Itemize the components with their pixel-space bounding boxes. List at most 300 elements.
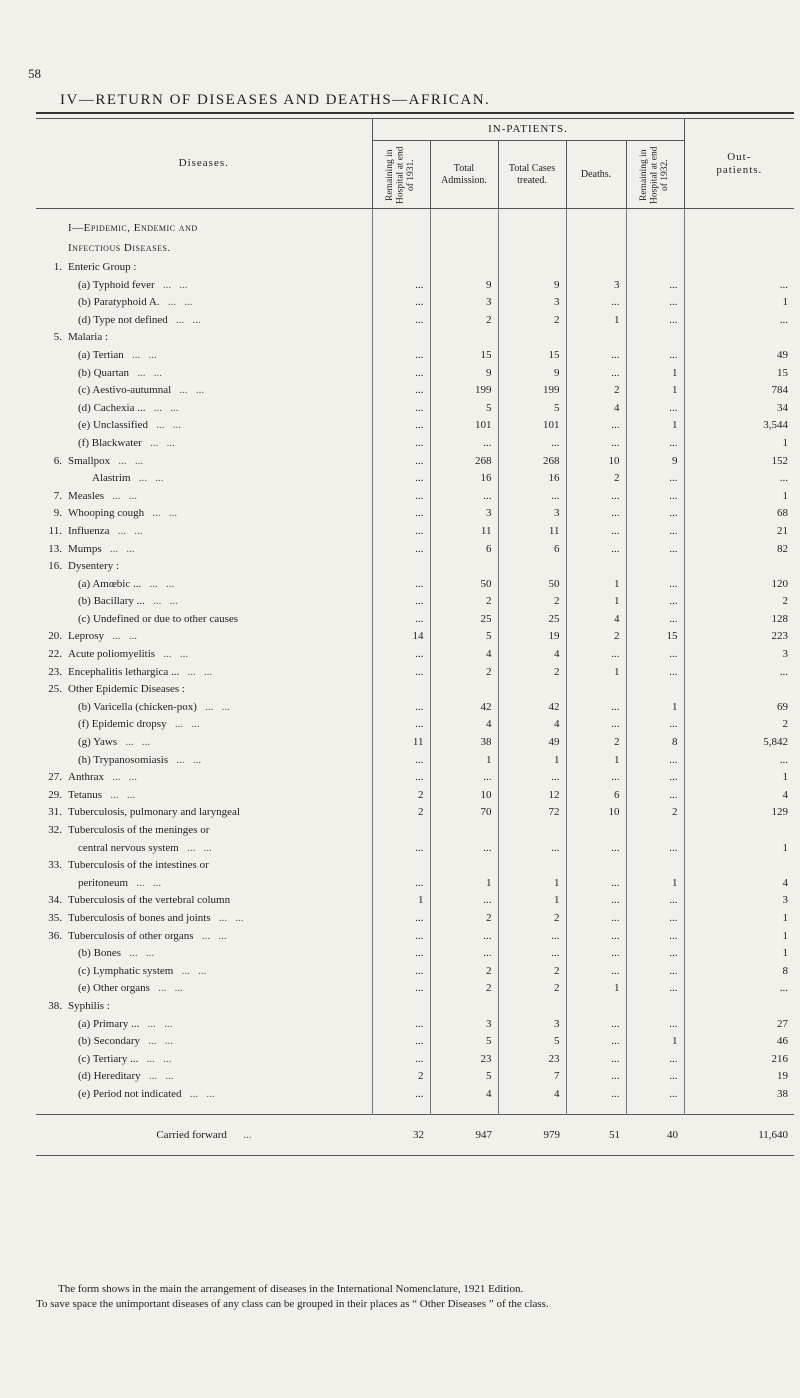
col-remaining-end bbox=[626, 141, 684, 209]
cell-total-admission: ... bbox=[430, 945, 498, 963]
cell-remaining-end: ... bbox=[626, 664, 684, 682]
disease-label: Dysentery : bbox=[68, 560, 120, 573]
disease-label: (g) Yaws bbox=[78, 736, 118, 749]
disease-label: (c) Tertiary ... bbox=[78, 1052, 139, 1065]
total-remaining-end: 40 bbox=[626, 1114, 684, 1155]
row-number: 27. bbox=[48, 771, 62, 784]
table-row bbox=[36, 347, 794, 365]
cell-total-admission: 2 bbox=[430, 980, 498, 998]
disease-name: (a) Typhoid fever ... ... bbox=[36, 277, 372, 295]
cell-total-cases: 72 bbox=[498, 804, 566, 822]
cell-out-patients: 1 bbox=[684, 435, 794, 453]
disease-name: (d) Cachexia ... ... ... bbox=[36, 400, 372, 418]
row-number: 25. bbox=[48, 683, 62, 696]
total-admission: 947 bbox=[430, 1114, 498, 1155]
disease-label: Smallpox bbox=[68, 454, 111, 467]
row-number: 6. bbox=[53, 454, 62, 467]
cell-total-cases bbox=[498, 681, 566, 699]
disease-name: (b) Bones ... ... bbox=[36, 945, 372, 963]
cell-out-patients: 1 bbox=[684, 488, 794, 506]
cell-total-admission: 38 bbox=[430, 734, 498, 752]
cell-remaining-start: ... bbox=[372, 488, 430, 506]
row-number: 35. bbox=[48, 911, 62, 924]
cell-total-cases: ... bbox=[498, 769, 566, 787]
disease-name: 29. Tetanus ... ... bbox=[36, 787, 372, 805]
cell-remaining-end: ... bbox=[626, 312, 684, 330]
cell-total-admission: 5 bbox=[430, 1068, 498, 1086]
table-row bbox=[36, 998, 794, 1016]
disease-name: (d) Hereditary ... ... bbox=[36, 1068, 372, 1086]
cell-total-cases: 3 bbox=[498, 505, 566, 523]
disease-label: (a) Typhoid fever bbox=[78, 278, 155, 291]
cell-total-admission: 70 bbox=[430, 804, 498, 822]
col-remaining-start bbox=[372, 141, 430, 209]
disease-label: (b) Secondary bbox=[78, 1035, 141, 1048]
col-total-admission-label: Total Admission. bbox=[441, 163, 487, 186]
cell-remaining-start: ... bbox=[372, 840, 430, 858]
cell-out-patients: 2 bbox=[684, 593, 794, 611]
disease-label: (b) Paratyphoid A. bbox=[78, 296, 160, 309]
table-row bbox=[36, 259, 794, 277]
cell-total-admission: 4 bbox=[430, 646, 498, 664]
disease-label: (f) Epidemic dropsy bbox=[78, 718, 167, 731]
table-row bbox=[36, 716, 794, 734]
cell-remaining-end: ... bbox=[626, 646, 684, 664]
table-row bbox=[36, 1068, 794, 1086]
cell-remaining-start: ... bbox=[372, 646, 430, 664]
disease-name: 11. Influenza ... ... bbox=[36, 523, 372, 541]
table-row bbox=[36, 892, 794, 910]
cell-remaining-start bbox=[372, 329, 430, 347]
cell-remaining-start: ... bbox=[372, 576, 430, 594]
cell-remaining-end: ... bbox=[626, 752, 684, 770]
cell-remaining-start: ... bbox=[372, 1051, 430, 1069]
cell-remaining-end bbox=[626, 857, 684, 875]
cell-total-admission: 15 bbox=[430, 347, 498, 365]
disease-label: (c) Lymphatic system bbox=[78, 964, 174, 977]
cell-deaths bbox=[566, 681, 626, 699]
cell-total-cases: 9 bbox=[498, 277, 566, 295]
table-row bbox=[36, 541, 794, 559]
disease-label: Syphilis : bbox=[68, 999, 110, 1012]
cell-remaining-end: ... bbox=[626, 505, 684, 523]
cell-deaths: 3 bbox=[566, 277, 626, 295]
cell-total-admission: 16 bbox=[430, 470, 498, 488]
cell-out-patients: 38 bbox=[684, 1086, 794, 1104]
cell-out-patients: 1 bbox=[684, 945, 794, 963]
cell-total-cases: 11 bbox=[498, 523, 566, 541]
cell-deaths: 1 bbox=[566, 312, 626, 330]
cell-remaining-end: 2 bbox=[626, 804, 684, 822]
cell-deaths bbox=[566, 822, 626, 840]
cell-out-patients: 34 bbox=[684, 400, 794, 418]
cell-remaining-start: ... bbox=[372, 664, 430, 682]
cell-out-patients: 784 bbox=[684, 382, 794, 400]
cell-total-cases: 25 bbox=[498, 611, 566, 629]
cell-remaining-end: ... bbox=[626, 576, 684, 594]
cell-deaths: ... bbox=[566, 488, 626, 506]
table-row bbox=[36, 928, 794, 946]
cell-remaining-start: ... bbox=[372, 875, 430, 893]
disease-name: 35. Tuberculosis of bones and joints ... ... bbox=[36, 910, 372, 928]
cell-out-patients: 21 bbox=[684, 523, 794, 541]
disease-label: Malaria : bbox=[68, 331, 109, 344]
cell-deaths: ... bbox=[566, 417, 626, 435]
in-patients-header: IN-PATIENTS. bbox=[372, 119, 684, 141]
cell-total-cases: 1 bbox=[498, 752, 566, 770]
cell-out-patients: 68 bbox=[684, 505, 794, 523]
disease-label: Anthrax bbox=[68, 771, 105, 784]
cell-remaining-end: ... bbox=[626, 541, 684, 559]
table-row bbox=[36, 611, 794, 629]
cell-out-patients: 15 bbox=[684, 365, 794, 383]
cell-out-patients: 19 bbox=[684, 1068, 794, 1086]
table-row bbox=[36, 453, 794, 471]
disease-label: Whooping cough bbox=[68, 507, 145, 520]
cell-remaining-start: ... bbox=[372, 347, 430, 365]
cell-deaths: ... bbox=[566, 875, 626, 893]
disease-label: Encephalitis lethargica ... bbox=[68, 665, 180, 678]
cell-total-admission: 1 bbox=[430, 752, 498, 770]
table-row bbox=[36, 294, 794, 312]
cell-remaining-start: ... bbox=[372, 963, 430, 981]
table-row bbox=[36, 699, 794, 717]
cell-total-cases: 2 bbox=[498, 593, 566, 611]
cell-out-patients: 1 bbox=[684, 769, 794, 787]
cell-remaining-start: ... bbox=[372, 453, 430, 471]
cell-total-admission: 9 bbox=[430, 277, 498, 295]
cell-total-cases: 2 bbox=[498, 664, 566, 682]
cell-total-admission: 10 bbox=[430, 787, 498, 805]
cell-total-admission bbox=[430, 681, 498, 699]
cell-remaining-end bbox=[626, 998, 684, 1016]
disease-label: (d) Type not defined bbox=[78, 313, 168, 326]
disease-label: (e) Period not indicated bbox=[78, 1087, 182, 1100]
cell-remaining-start: ... bbox=[372, 435, 430, 453]
disease-label: (b) Quartan bbox=[78, 366, 130, 379]
disease-label: Other Epidemic Diseases : bbox=[68, 683, 185, 696]
cell-deaths: 1 bbox=[566, 752, 626, 770]
cell-deaths: ... bbox=[566, 699, 626, 717]
cell-remaining-start: ... bbox=[372, 716, 430, 734]
cell-out-patients: ... bbox=[684, 312, 794, 330]
cell-out-patients: 3,544 bbox=[684, 417, 794, 435]
disease-label: (c) Undefined or due to other causes bbox=[78, 612, 239, 625]
cell-total-cases: 3 bbox=[498, 294, 566, 312]
disease-name: 22. Acute poliomyelitis ... ... bbox=[36, 646, 372, 664]
row-number: 33. bbox=[48, 859, 62, 872]
disease-label: Influenza bbox=[68, 524, 110, 537]
row-number: 9. bbox=[53, 507, 62, 520]
cell-total-cases: 268 bbox=[498, 453, 566, 471]
cell-remaining-start: ... bbox=[372, 541, 430, 559]
cell-total-admission: 101 bbox=[430, 417, 498, 435]
disease-name: (e) Period not indicated ... ... bbox=[36, 1086, 372, 1104]
cell-out-patients: 82 bbox=[684, 541, 794, 559]
cell-deaths: ... bbox=[566, 523, 626, 541]
cell-out-patients: ... bbox=[684, 980, 794, 998]
cell-remaining-start: ... bbox=[372, 1033, 430, 1051]
cell-remaining-start: ... bbox=[372, 400, 430, 418]
disease-name: (c) Tertiary ... ... ... bbox=[36, 1051, 372, 1069]
cell-total-cases bbox=[498, 558, 566, 576]
cell-remaining-start: 2 bbox=[372, 1068, 430, 1086]
cell-remaining-start: 11 bbox=[372, 734, 430, 752]
disease-label: Acute poliomyelitis bbox=[68, 648, 156, 661]
cell-remaining-end: ... bbox=[626, 910, 684, 928]
cell-total-cases bbox=[498, 857, 566, 875]
cell-remaining-end: 1 bbox=[626, 382, 684, 400]
cell-total-cases bbox=[498, 822, 566, 840]
table-row bbox=[36, 822, 794, 840]
col-diseases: Diseases. bbox=[36, 119, 372, 209]
disease-label: (e) Other organs bbox=[78, 982, 150, 995]
cell-deaths: ... bbox=[566, 840, 626, 858]
cell-remaining-end: ... bbox=[626, 1086, 684, 1104]
table-row bbox=[36, 312, 794, 330]
cell-out-patients: 129 bbox=[684, 804, 794, 822]
cell-deaths bbox=[566, 558, 626, 576]
cell-total-admission: ... bbox=[430, 769, 498, 787]
cell-total-admission: ... bbox=[430, 928, 498, 946]
table-row bbox=[36, 769, 794, 787]
row-number: 7. bbox=[53, 489, 62, 502]
disease-name: central nervous system ... ... bbox=[36, 840, 372, 858]
disease-name: 20. Leprosy ... ... bbox=[36, 628, 372, 646]
col-out-patients bbox=[684, 119, 794, 209]
cell-out-patients bbox=[684, 329, 794, 347]
row-number: 13. bbox=[48, 542, 62, 555]
cell-remaining-end: 1 bbox=[626, 417, 684, 435]
cell-remaining-end: ... bbox=[626, 470, 684, 488]
cell-remaining-start: ... bbox=[372, 382, 430, 400]
cell-deaths: 4 bbox=[566, 611, 626, 629]
table-row bbox=[36, 752, 794, 770]
cell-total-admission: 2 bbox=[430, 664, 498, 682]
cell-remaining-start: ... bbox=[372, 277, 430, 295]
cell-remaining-start: ... bbox=[372, 505, 430, 523]
cell-total-admission: 4 bbox=[430, 1086, 498, 1104]
cell-remaining-end: ... bbox=[626, 294, 684, 312]
table-row bbox=[36, 628, 794, 646]
disease-name: (d) Type not defined ... ... bbox=[36, 312, 372, 330]
cell-total-cases: 12 bbox=[498, 787, 566, 805]
cell-out-patients: 152 bbox=[684, 453, 794, 471]
cell-remaining-start: ... bbox=[372, 611, 430, 629]
disease-label: Measles bbox=[68, 489, 105, 502]
disease-name: (h) Trypanosomiasis ... ... bbox=[36, 752, 372, 770]
cell-total-admission: 4 bbox=[430, 716, 498, 734]
col-total-cases bbox=[498, 141, 566, 209]
cell-deaths: ... bbox=[566, 1051, 626, 1069]
table-row bbox=[36, 558, 794, 576]
footnote bbox=[36, 1282, 796, 1312]
cell-deaths: ... bbox=[566, 294, 626, 312]
cell-total-admission: 50 bbox=[430, 576, 498, 594]
table-row bbox=[36, 1016, 794, 1034]
table-row bbox=[36, 875, 794, 893]
cell-total-admission: ... bbox=[430, 488, 498, 506]
disease-name: 13. Mumps ... ... bbox=[36, 541, 372, 559]
disease-name: peritoneum ... ... bbox=[36, 875, 372, 893]
col-out-patients-label: Out-patients. bbox=[716, 150, 763, 176]
row-number: 5. bbox=[53, 331, 62, 344]
disease-label: peritoneum bbox=[78, 876, 129, 889]
cell-total-admission: 23 bbox=[430, 1051, 498, 1069]
cell-deaths: 6 bbox=[566, 787, 626, 805]
section-heading-2: Infectious Diseases. bbox=[68, 242, 171, 255]
cell-remaining-end: ... bbox=[626, 593, 684, 611]
disease-name: (c) Aestivo-autumnal ... ... bbox=[36, 382, 372, 400]
cell-total-admission: 268 bbox=[430, 453, 498, 471]
cell-remaining-end bbox=[626, 329, 684, 347]
disease-name: (f) Blackwater ... ... bbox=[36, 435, 372, 453]
table-row bbox=[36, 910, 794, 928]
cell-remaining-start: 2 bbox=[372, 804, 430, 822]
disease-name: 6. Smallpox ... ... bbox=[36, 453, 372, 471]
disease-label: central nervous system bbox=[78, 841, 179, 854]
cell-deaths: 4 bbox=[566, 400, 626, 418]
cell-remaining-start bbox=[372, 681, 430, 699]
table-row bbox=[36, 382, 794, 400]
cell-remaining-end bbox=[626, 681, 684, 699]
table-row bbox=[36, 523, 794, 541]
cell-total-cases: 4 bbox=[498, 1086, 566, 1104]
table-row bbox=[36, 1086, 794, 1104]
cell-deaths: ... bbox=[566, 435, 626, 453]
cell-remaining-end: ... bbox=[626, 1051, 684, 1069]
cell-remaining-end: ... bbox=[626, 523, 684, 541]
table-row bbox=[36, 365, 794, 383]
disease-label: (e) Unclassified bbox=[78, 419, 148, 432]
cell-remaining-end: ... bbox=[626, 980, 684, 998]
cell-total-admission: 42 bbox=[430, 699, 498, 717]
cell-total-admission: 9 bbox=[430, 365, 498, 383]
cell-total-cases: ... bbox=[498, 435, 566, 453]
cell-total-cases: 5 bbox=[498, 1033, 566, 1051]
cell-remaining-start: ... bbox=[372, 470, 430, 488]
cell-remaining-end: 1 bbox=[626, 1033, 684, 1051]
page-title: IV—RETURN OF DISEASES AND DEATHS—AFRICAN. bbox=[60, 92, 491, 108]
disease-label: (a) Tertian bbox=[78, 348, 124, 361]
cell-total-cases: 2 bbox=[498, 910, 566, 928]
disease-name: 36. Tuberculosis of other organs ... ... bbox=[36, 928, 372, 946]
disease-name bbox=[36, 611, 372, 629]
cell-remaining-end: ... bbox=[626, 840, 684, 858]
cell-remaining-start: ... bbox=[372, 1086, 430, 1104]
cell-total-admission: 3 bbox=[430, 1016, 498, 1034]
cell-deaths bbox=[566, 329, 626, 347]
cell-total-admission: 6 bbox=[430, 541, 498, 559]
cell-remaining-end: 1 bbox=[626, 699, 684, 717]
cell-deaths: ... bbox=[566, 928, 626, 946]
cell-remaining-end bbox=[626, 259, 684, 277]
cell-remaining-start: 2 bbox=[372, 787, 430, 805]
disease-name bbox=[36, 804, 372, 822]
cell-out-patients: 3 bbox=[684, 646, 794, 664]
cell-total-cases: 4 bbox=[498, 716, 566, 734]
cell-out-patients: 4 bbox=[684, 875, 794, 893]
cell-remaining-start: ... bbox=[372, 312, 430, 330]
disease-name bbox=[36, 857, 372, 875]
disease-name bbox=[36, 259, 372, 277]
col-deaths: Deaths. bbox=[566, 141, 626, 209]
table-row bbox=[36, 417, 794, 435]
cell-remaining-start: 1 bbox=[372, 892, 430, 910]
cell-deaths: 1 bbox=[566, 576, 626, 594]
cell-total-admission: ... bbox=[430, 435, 498, 453]
cell-total-cases bbox=[498, 998, 566, 1016]
footnote-line-2: To save space the unimportant diseases of any class can be grouped in their places as “ Other Diseases ” of the class. bbox=[36, 1298, 549, 1310]
disease-name: 27. Anthrax ... ... bbox=[36, 769, 372, 787]
cell-out-patients: 216 bbox=[684, 1051, 794, 1069]
cell-remaining-start: ... bbox=[372, 365, 430, 383]
cell-total-cases: 49 bbox=[498, 734, 566, 752]
cell-total-cases: 2 bbox=[498, 963, 566, 981]
cell-deaths: ... bbox=[566, 716, 626, 734]
cell-deaths: ... bbox=[566, 1086, 626, 1104]
cell-out-patients: 5,842 bbox=[684, 734, 794, 752]
row-number: 22. bbox=[48, 648, 62, 661]
cell-remaining-start: ... bbox=[372, 294, 430, 312]
cell-remaining-start: ... bbox=[372, 752, 430, 770]
cell-remaining-start: ... bbox=[372, 523, 430, 541]
row-number: 31. bbox=[48, 806, 62, 819]
cell-total-cases: 1 bbox=[498, 875, 566, 893]
cell-total-admission: 5 bbox=[430, 400, 498, 418]
disease-label: (c) Aestivo-autumnal bbox=[78, 384, 172, 397]
table-row bbox=[36, 505, 794, 523]
cell-out-patients: 8 bbox=[684, 963, 794, 981]
page-number: 58 bbox=[28, 66, 41, 81]
table-row bbox=[36, 1033, 794, 1051]
cell-total-cases: 3 bbox=[498, 1016, 566, 1034]
cell-deaths: ... bbox=[566, 1016, 626, 1034]
disease-label: (d) Hereditary bbox=[78, 1070, 141, 1083]
cell-total-cases: 9 bbox=[498, 365, 566, 383]
cell-deaths bbox=[566, 259, 626, 277]
cell-total-admission bbox=[430, 822, 498, 840]
disease-name bbox=[36, 558, 372, 576]
table-row bbox=[36, 840, 794, 858]
row-number: 29. bbox=[48, 788, 62, 801]
disease-name: (b) Paratyphoid A. ... ... bbox=[36, 294, 372, 312]
cell-total-cases: 16 bbox=[498, 470, 566, 488]
cell-remaining-end: 1 bbox=[626, 875, 684, 893]
cell-deaths: ... bbox=[566, 541, 626, 559]
cell-total-cases: 2 bbox=[498, 312, 566, 330]
total-out-patients: 11,640 bbox=[684, 1114, 794, 1155]
cell-total-cases: 6 bbox=[498, 541, 566, 559]
cell-total-cases: ... bbox=[498, 945, 566, 963]
cell-remaining-end: 1 bbox=[626, 365, 684, 383]
cell-total-admission bbox=[430, 329, 498, 347]
cell-total-cases: 4 bbox=[498, 646, 566, 664]
table-row bbox=[36, 400, 794, 418]
disease-name: (b) Bacillary ... ... ... bbox=[36, 593, 372, 611]
cell-out-patients: 128 bbox=[684, 611, 794, 629]
table-row bbox=[36, 593, 794, 611]
cell-remaining-start: ... bbox=[372, 593, 430, 611]
cell-deaths: ... bbox=[566, 945, 626, 963]
disease-name bbox=[36, 329, 372, 347]
disease-name: (a) Tertian ... ... bbox=[36, 347, 372, 365]
row-number: 16. bbox=[48, 560, 62, 573]
cell-out-patients: 1 bbox=[684, 294, 794, 312]
col-total-admission bbox=[430, 141, 498, 209]
cell-deaths: 2 bbox=[566, 470, 626, 488]
cell-out-patients: 49 bbox=[684, 347, 794, 365]
